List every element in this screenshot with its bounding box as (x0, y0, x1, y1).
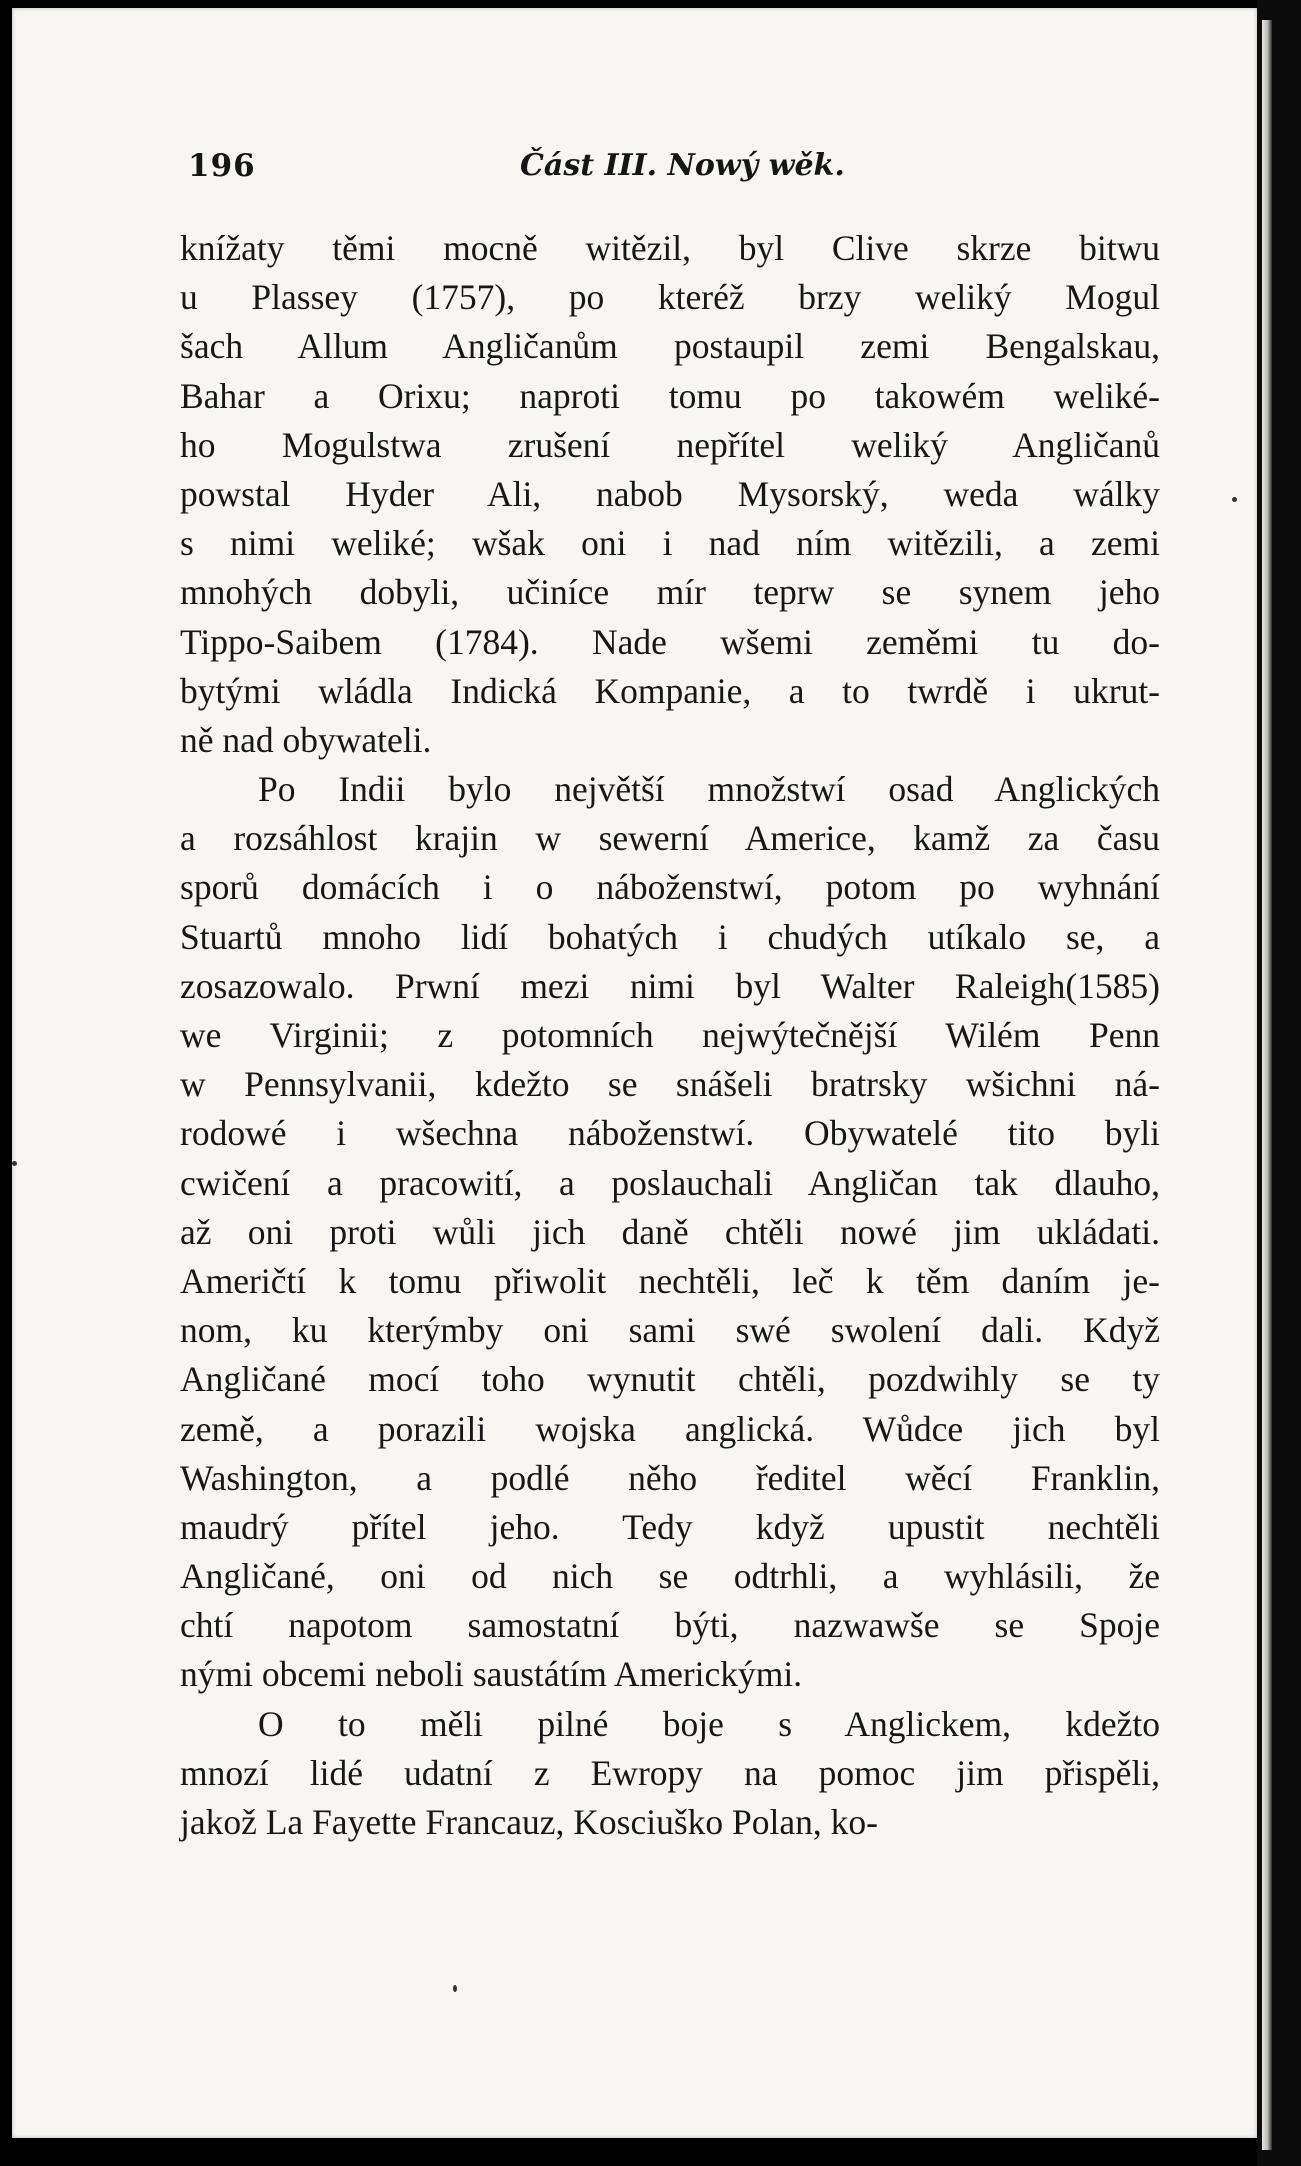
text-line: O to měli pilné boje s Anglickem, kdežto (258, 1703, 1160, 1744)
text-line: země, a porazili wojska anglická. Wůdce jich byl (180, 1408, 1160, 1449)
text-line: w Pennsylvanii, kdežto se snášeli bratrsky wšichni ná- (180, 1064, 1160, 1105)
ink-speck (453, 1985, 457, 1992)
text-line: Angličané mocí toho wynutit chtěli, pozdwihly se ty (180, 1359, 1160, 1400)
text-line: Tippo-Saibem (1784). Nade wšemi zeměmi tu do- (180, 621, 1160, 662)
text-line: ho Mogulstwa zrušení nepřítel weliký Angličanů (180, 424, 1160, 465)
text-line: cwičení a pracowití, a poslauchali Angličan tak dlauho, (180, 1162, 1160, 1203)
next-page-edge (1262, 20, 1272, 2150)
paper-speck (12, 1161, 17, 1166)
text-line: maudrý přítel jeho. Tedy když upustit nechtěli (180, 1506, 1160, 1547)
text-line: ně nad obywateli. (180, 719, 432, 760)
text-line: jakož La Fayette Francauz, Kosciuško Polan, ko- (180, 1802, 878, 1842)
text-line: rodowé i wšechna náboženstwí. Obywatelé tito byli (180, 1113, 1160, 1154)
paper-speck (1232, 497, 1237, 502)
text-line: s nimi weliké; wšak oni i nad ním witězili, a zemi (180, 523, 1160, 564)
text-line: Washington, a podlé něho ředitel wěcí Franklin, (180, 1457, 1160, 1498)
text-line: mnozí lidé udatní z Ewropy na pomoc jim přispěli, (180, 1752, 1160, 1793)
text-line: knížaty těmi mocně witězil, byl Clive skrze bitwu (180, 228, 1160, 268)
text-line: bytými wládla Indická Kompanie, a to twrdě i ukrut- (180, 670, 1160, 711)
text-line: chtí napotom samostatní býti, nazwawše se Spoje (180, 1605, 1160, 1646)
text-line: sporů domácích i o náboženstwí, potom po wyhnání (180, 867, 1160, 908)
text-line: Angličané, oni od nich se odtrhli, a wyhlásili, že (180, 1556, 1160, 1597)
body-text (180, 224, 1160, 1847)
text-line: až oni proti wůli jich daně chtěli nowé jim ukládati. (180, 1211, 1160, 1252)
running-head (188, 148, 1188, 188)
text-line: Po Indii bylo největší množstwí osad Anglických (258, 769, 1160, 810)
text-line: u Plassey (1757), po kteréž brzy weliký Mogul (180, 277, 1160, 318)
running-title: Část III. Nowý wěk. (520, 148, 845, 183)
text-line: powstal Hyder Ali, nabob Mysorský, weda wálky (180, 473, 1160, 514)
text-line: zosazowalo. Prwní mezi nimi byl Walter Raleigh(1585) (180, 965, 1160, 1006)
text-line: Bahar a Orixu; naproti tomu po takowém weliké- (180, 375, 1160, 416)
text-line: Stuartů mnoho lidí bohatých i chudých utíkalo se, a (180, 916, 1160, 957)
text-line: Američtí k tomu přiwolit nechtěli, leč k těm daním je- (180, 1260, 1160, 1301)
text-line: šach Allum Angličanům postaupil zemi Bengalskau, (180, 326, 1160, 367)
text-line: mnohých dobyli, učiníce mír teprw se synem jeho (180, 572, 1160, 613)
page-number: 196 (188, 148, 256, 184)
text-line: nými obcemi neboli saustátím Americkými. (180, 1654, 803, 1695)
text-line: a rozsáhlost krajin w sewerní Americe, kamž za času (180, 818, 1160, 859)
text-line: nom, ku kterýmby oni sami swé swolení dali. Když (180, 1310, 1160, 1351)
text-line: we Virginii; z potomních nejwýtečnější Wilém Penn (180, 1015, 1160, 1055)
